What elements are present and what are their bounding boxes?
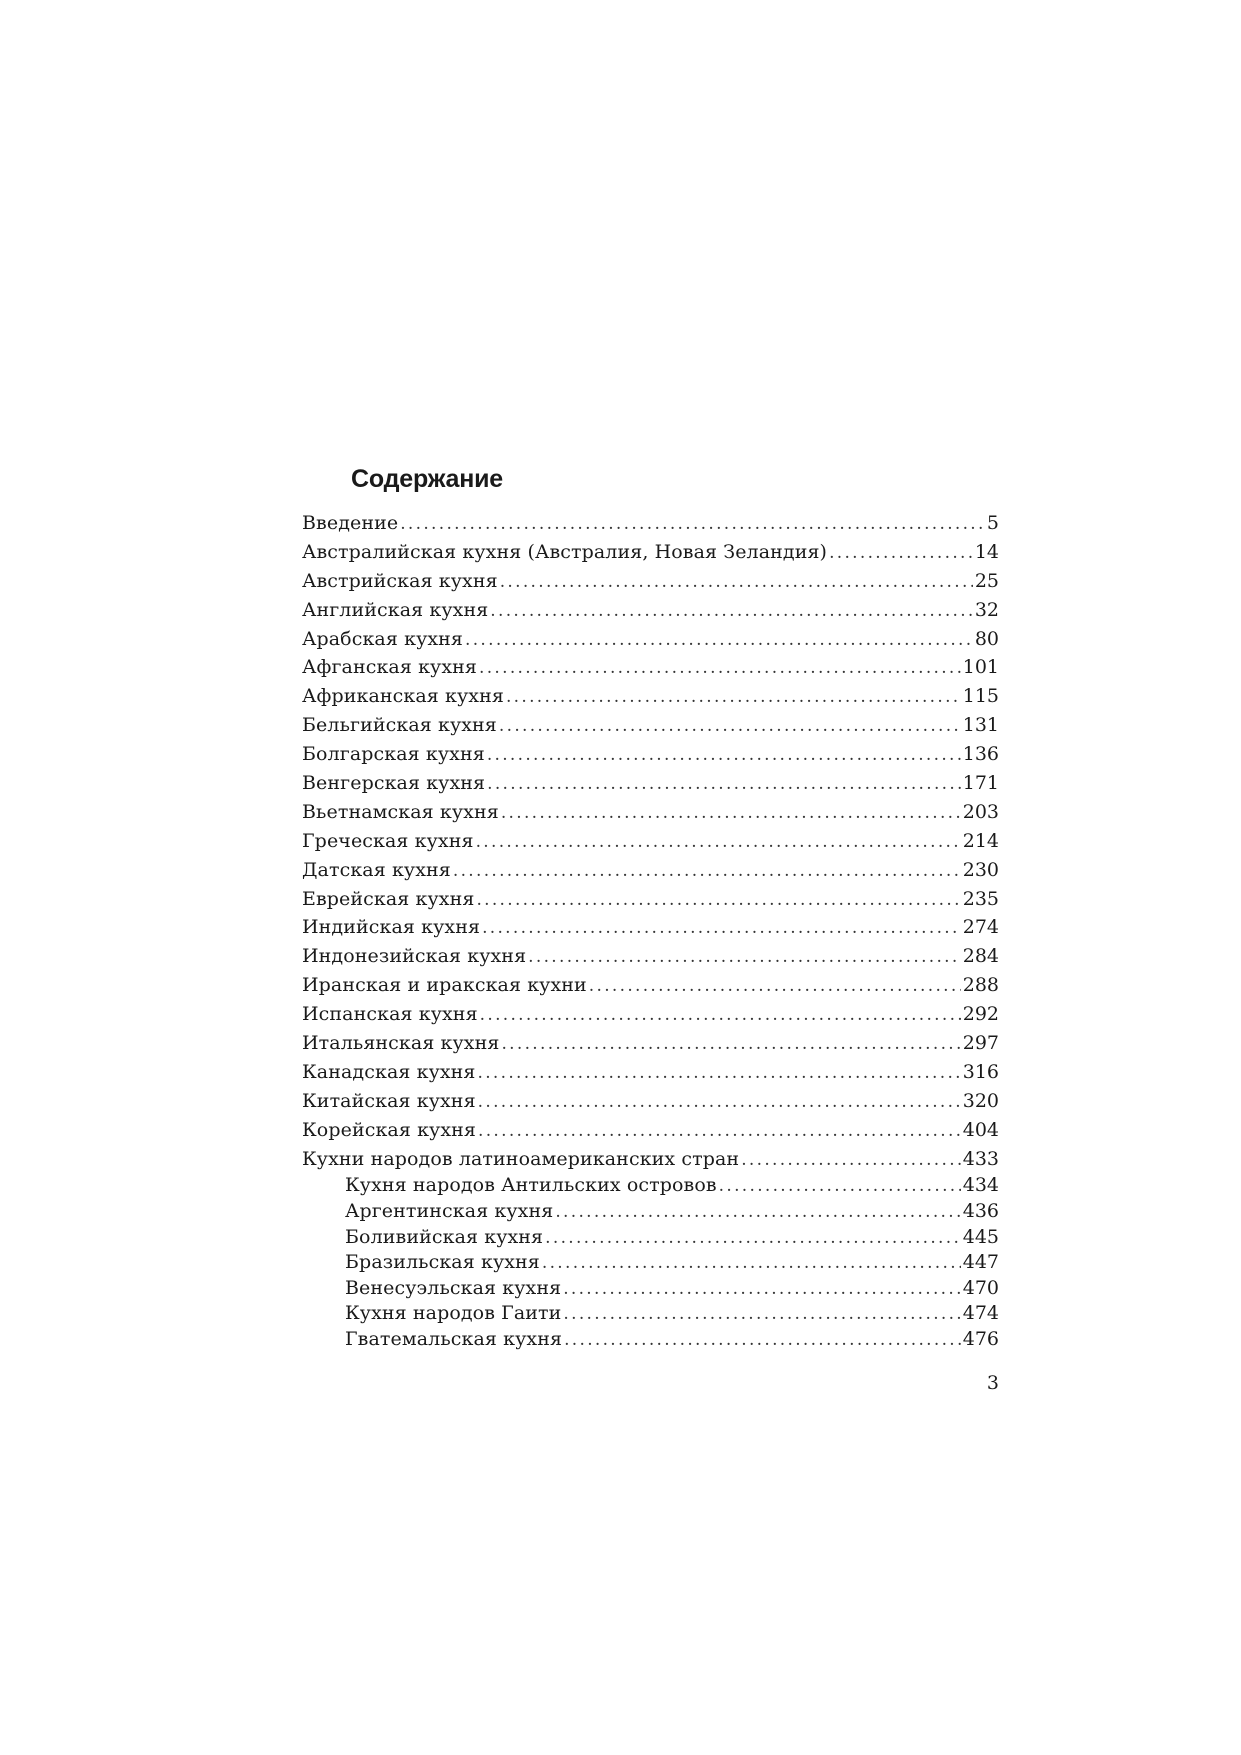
toc-entry-page: 136 <box>962 743 999 766</box>
toc-entry-label: Арабская кухня <box>302 627 464 650</box>
toc-subentry-label: Боливийская кухня <box>345 1225 544 1248</box>
toc-entry-label: Иранская и иракская кухни <box>302 974 587 997</box>
toc-entry-label: Кухни народов латиноамериканских стран <box>302 1147 740 1170</box>
toc-entry-page: 14 <box>974 540 999 563</box>
dot-leader <box>487 770 961 798</box>
dot-leader <box>465 626 973 654</box>
toc-subentry-page: 470 <box>962 1276 999 1299</box>
dot-leader <box>719 1174 961 1199</box>
dot-leader <box>563 1302 960 1327</box>
toc-subentry <box>302 1173 999 1199</box>
toc-entry <box>302 1000 999 1029</box>
dot-leader <box>499 712 961 740</box>
toc-entry-page: 404 <box>962 1118 999 1141</box>
toc-entry-label: Вьетнамская кухня <box>302 800 499 823</box>
toc-entry-label: Индийская кухня <box>302 916 481 939</box>
dot-leader <box>490 597 973 625</box>
toc-entry-page: 80 <box>974 627 999 650</box>
toc-entry-label: Африканская кухня <box>302 685 504 708</box>
toc-entry-page: 101 <box>962 656 999 679</box>
toc-entry <box>302 1116 999 1145</box>
toc-entry <box>302 711 999 740</box>
toc-entry-page: 235 <box>962 887 999 910</box>
dot-leader <box>528 943 961 971</box>
dot-leader <box>478 1088 961 1116</box>
toc-subentry-label: Аргентинская кухня <box>345 1200 554 1223</box>
toc-entry <box>302 653 999 682</box>
toc-entry-label: Афганская кухня <box>302 656 477 679</box>
dot-leader <box>563 1277 961 1302</box>
toc-entry-label: Индонезийская кухня <box>302 945 527 968</box>
toc-entry-page: 320 <box>962 1089 999 1112</box>
dot-leader <box>501 1030 960 1058</box>
toc-entry-page: 25 <box>974 569 999 592</box>
toc-entry-page: 5 <box>986 512 999 534</box>
toc-entry-page: 288 <box>962 974 999 997</box>
dot-leader <box>487 741 961 769</box>
toc-subentry <box>302 1276 999 1302</box>
toc-entry <box>302 625 999 654</box>
toc-entry-label: Болгарская кухня <box>302 743 485 766</box>
toc-entry <box>302 740 999 769</box>
toc-entry <box>302 942 999 971</box>
toc-entry-label: Итальянская кухня <box>302 1032 500 1055</box>
dot-leader <box>478 1117 961 1145</box>
dot-leader <box>400 510 985 538</box>
toc-entry-page: 284 <box>962 945 999 968</box>
toc-entry <box>302 538 999 567</box>
toc-subentry <box>302 1250 999 1276</box>
dot-leader <box>741 1146 961 1174</box>
dot-leader <box>482 914 961 942</box>
toc-subentry-page: 436 <box>962 1200 999 1223</box>
toc-subentry-label: Гватемальская кухня <box>345 1328 563 1351</box>
toc-subentry-label: Кухня народов Антильских островов <box>345 1174 717 1197</box>
toc-entry <box>302 596 999 625</box>
toc-entry-label: Испанская кухня <box>302 1003 478 1026</box>
dot-leader <box>506 683 961 711</box>
toc-entry <box>302 827 999 856</box>
toc-entry <box>302 509 999 538</box>
toc-subentry <box>302 1199 999 1225</box>
dot-leader <box>476 828 961 856</box>
toc-entry <box>302 913 999 942</box>
dot-leader <box>555 1200 960 1225</box>
toc-subentry-page: 434 <box>962 1174 999 1197</box>
toc-entry <box>302 1087 999 1116</box>
toc-subentry-page: 476 <box>962 1328 999 1351</box>
page-number: 3 <box>986 1372 999 1394</box>
toc-entry-label: Греческая кухня <box>302 829 474 852</box>
dot-leader <box>479 654 961 682</box>
toc-entry-label: Австрийская кухня <box>302 569 498 592</box>
dot-leader <box>589 972 961 1000</box>
dot-leader <box>500 568 973 596</box>
toc-subentry-label: Бразильская кухня <box>345 1251 540 1274</box>
page-title: Содержание <box>351 465 504 493</box>
toc-entry-label: Бельгийская кухня <box>302 714 497 737</box>
dot-leader <box>542 1251 961 1276</box>
dot-leader <box>829 539 973 567</box>
toc-entry-label: Австралийская кухня (Австралия, Новая Зеландия) <box>302 540 828 563</box>
toc-entry <box>302 856 999 885</box>
toc-entry <box>302 971 999 1000</box>
toc-entry-page: 203 <box>962 800 999 823</box>
dot-leader <box>476 886 960 914</box>
toc-entry-page: 131 <box>962 714 999 737</box>
toc-entry <box>302 798 999 827</box>
toc-entry-page: 433 <box>962 1147 999 1170</box>
toc-subentry <box>302 1327 999 1353</box>
toc-entry <box>302 769 999 798</box>
dot-leader <box>480 1001 961 1029</box>
toc-entry-label: Введение <box>302 512 399 534</box>
toc-entry-page: 214 <box>962 829 999 852</box>
toc-entry-page: 171 <box>962 772 999 795</box>
toc-subentry-label: Кухня народов Гаити <box>345 1302 562 1325</box>
toc-subentry-page: 474 <box>962 1302 999 1325</box>
toc-entry-page: 274 <box>962 916 999 939</box>
toc-entry <box>302 682 999 711</box>
toc-entry-label: Корейская кухня <box>302 1118 477 1141</box>
toc-entry <box>302 1029 999 1058</box>
toc-entry-label: Датская кухня <box>302 858 451 881</box>
toc-entry-label: Канадская кухня <box>302 1060 476 1083</box>
toc-entry-page: 32 <box>974 598 999 621</box>
toc-entry-label: Венгерская кухня <box>302 772 486 795</box>
dot-leader <box>545 1226 961 1251</box>
toc-entry-page: 292 <box>962 1003 999 1026</box>
toc-entry-page: 230 <box>962 858 999 881</box>
toc-entry <box>302 885 999 914</box>
toc-entry-label: Еврейская кухня <box>302 887 475 910</box>
dot-leader <box>564 1328 961 1353</box>
toc-entry <box>302 1145 999 1174</box>
toc-subentry <box>302 1225 999 1251</box>
toc-entry <box>302 567 999 596</box>
toc-subentry-page: 447 <box>962 1251 999 1274</box>
toc-subentry-page: 445 <box>962 1225 999 1248</box>
table-of-contents <box>302 509 999 1353</box>
toc-entry-page: 297 <box>962 1032 999 1055</box>
toc-entry <box>302 1058 999 1087</box>
toc-entry-page: 316 <box>962 1060 999 1083</box>
toc-entry-label: Китайская кухня <box>302 1089 476 1112</box>
toc-entry-page: 115 <box>962 685 999 708</box>
dot-leader <box>453 857 961 885</box>
dot-leader <box>478 1059 961 1087</box>
dot-leader <box>501 799 961 827</box>
toc-subentry <box>302 1301 999 1327</box>
toc-entry-label: Английская кухня <box>302 598 489 621</box>
toc-subentry-label: Венесуэльская кухня <box>345 1276 562 1299</box>
